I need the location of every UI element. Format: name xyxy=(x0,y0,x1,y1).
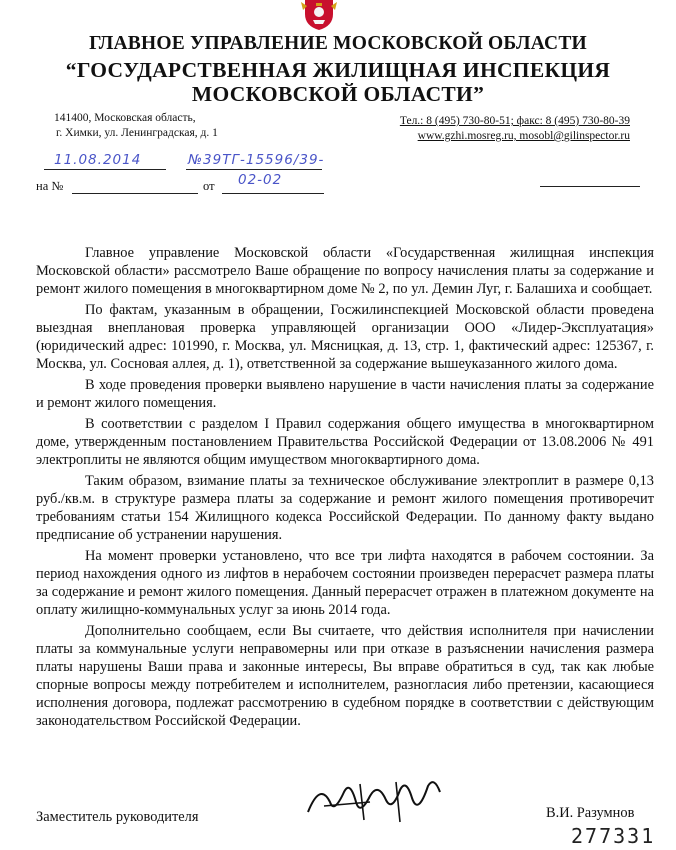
paragraph: На момент проверки установлено, что все три лифта находятся в рабочем состоянии. За период нахождения одного из лифтов в нерабочем состоянии произведен перерасчет размера платы за содержание и ремонт жилого помещения. Данный перерасчет отражен в платежном документе на оплату жилищно-коммунальных услуг за июнь 2014 года. xyxy=(36,548,654,618)
paragraph: По фактам, указанным в обращении, Госжилинспекцией Московской области проведена выездная внеплановая проверка управляющей организации ООО «Лидер-Эксплуатация» (юридический адрес: 101990, г. Москва, ул. Мясницкая, д. 13, стр. 1, фактический адрес: 125367, г. Москва, ул. Сосновая аллея, д. 1), ответственной за содержание вышеуказанного жилого дома. xyxy=(36,302,654,372)
paragraph: Главное управление Московской области «Государственная жилищная инспекция Московской области» рассмотрело Ваше обращение по вопросу начисления платы за содержание и ремонт жилого помещения в многоквартирном доме № 2, по ул. Демин Луг, г. Балашиха и сообщает. xyxy=(36,245,654,297)
date-underline xyxy=(44,169,166,170)
addressee-line xyxy=(540,186,640,187)
paragraph: Дополнительно сообщаем, если Вы считаете, что действия исполнителя при начислении платы за коммунальные услуги неправомерны или при отказе в разъяснении начисления размера платы нарушены Ваши права и законные интересы, Вы вправе обратиться в суд, так как любые спорные вопросы между потребителем и исполнителем, разногласия либо претензии, касающиеся исполнения договора, подлежат рассмотрению в судебном порядке в соответствии с действующим законодательством Российской Федерации. xyxy=(36,623,654,729)
handwritten-ref-date: 02-02 xyxy=(238,172,283,188)
ref-number-line xyxy=(72,193,198,194)
ref-date-label: от xyxy=(203,179,215,193)
signer-name: В.И. Разумнов xyxy=(546,805,635,821)
handwritten-number: №39ТГ-15596/39- xyxy=(188,152,325,168)
org-name-line2: “ГОСУДАРСТВЕННАЯ ЖИЛИЩНАЯ ИНСПЕКЦИЯ xyxy=(65,58,611,82)
ref-number-label: на № xyxy=(36,179,64,193)
address-line2: г. Химки, ул. Ленинградская, д. 1 xyxy=(56,127,218,139)
paragraph: Таким образом, взимание платы за техническое обслуживание электроплит в размере 0,13 руб./кв.м. в структуре размера платы за содержание и ремонт жилого помещения противоречит требованиям статьи 154 Жилищного кодекса Российской Федерации. По данному факту выдано предписание об устранении нарушения. xyxy=(36,473,654,543)
letter-body xyxy=(36,244,654,733)
signer-position: Заместитель руководителя xyxy=(36,809,199,825)
handwritten-signature xyxy=(300,772,460,832)
address-line1: 141400, Московская область, xyxy=(54,112,196,124)
org-name-line1: ГЛАВНОЕ УПРАВЛЕНИЕ МОСКОВСКОЙ ОБЛАСТИ xyxy=(89,33,587,54)
org-name-line3: МОСКОВСКОЙ ОБЛАСТИ” xyxy=(191,82,485,106)
phone-fax-line: Тел.: 8 (495) 730-80-51; факс: 8 (495) 730-80-39 xyxy=(399,115,630,127)
ref-date-line xyxy=(222,193,324,194)
website-email-link[interactable]: www.gzhi.mosreg.ru, mosobl@gilinspector.ru xyxy=(417,130,630,142)
handwritten-date: 11.08.2014 xyxy=(54,152,142,168)
document-serial-number: 277331 xyxy=(571,824,656,848)
paragraph: В ходе проведения проверки выявлено нарушение в части начисления платы за содержание и ремонт жилого помещения. xyxy=(36,377,654,411)
coat-of-arms-icon xyxy=(299,0,339,30)
contacts-block xyxy=(400,114,630,144)
postal-address xyxy=(54,111,218,141)
number-underline xyxy=(186,169,322,170)
paragraph: В соответствии с разделом I Правил содержания общего имущества в многоквартирном доме, утвержденным постановлением Правительства Российской Федерации от 13.08.2006 № 491 электроплиты не являются общим имуществом многоквартирного дома. xyxy=(36,416,654,468)
